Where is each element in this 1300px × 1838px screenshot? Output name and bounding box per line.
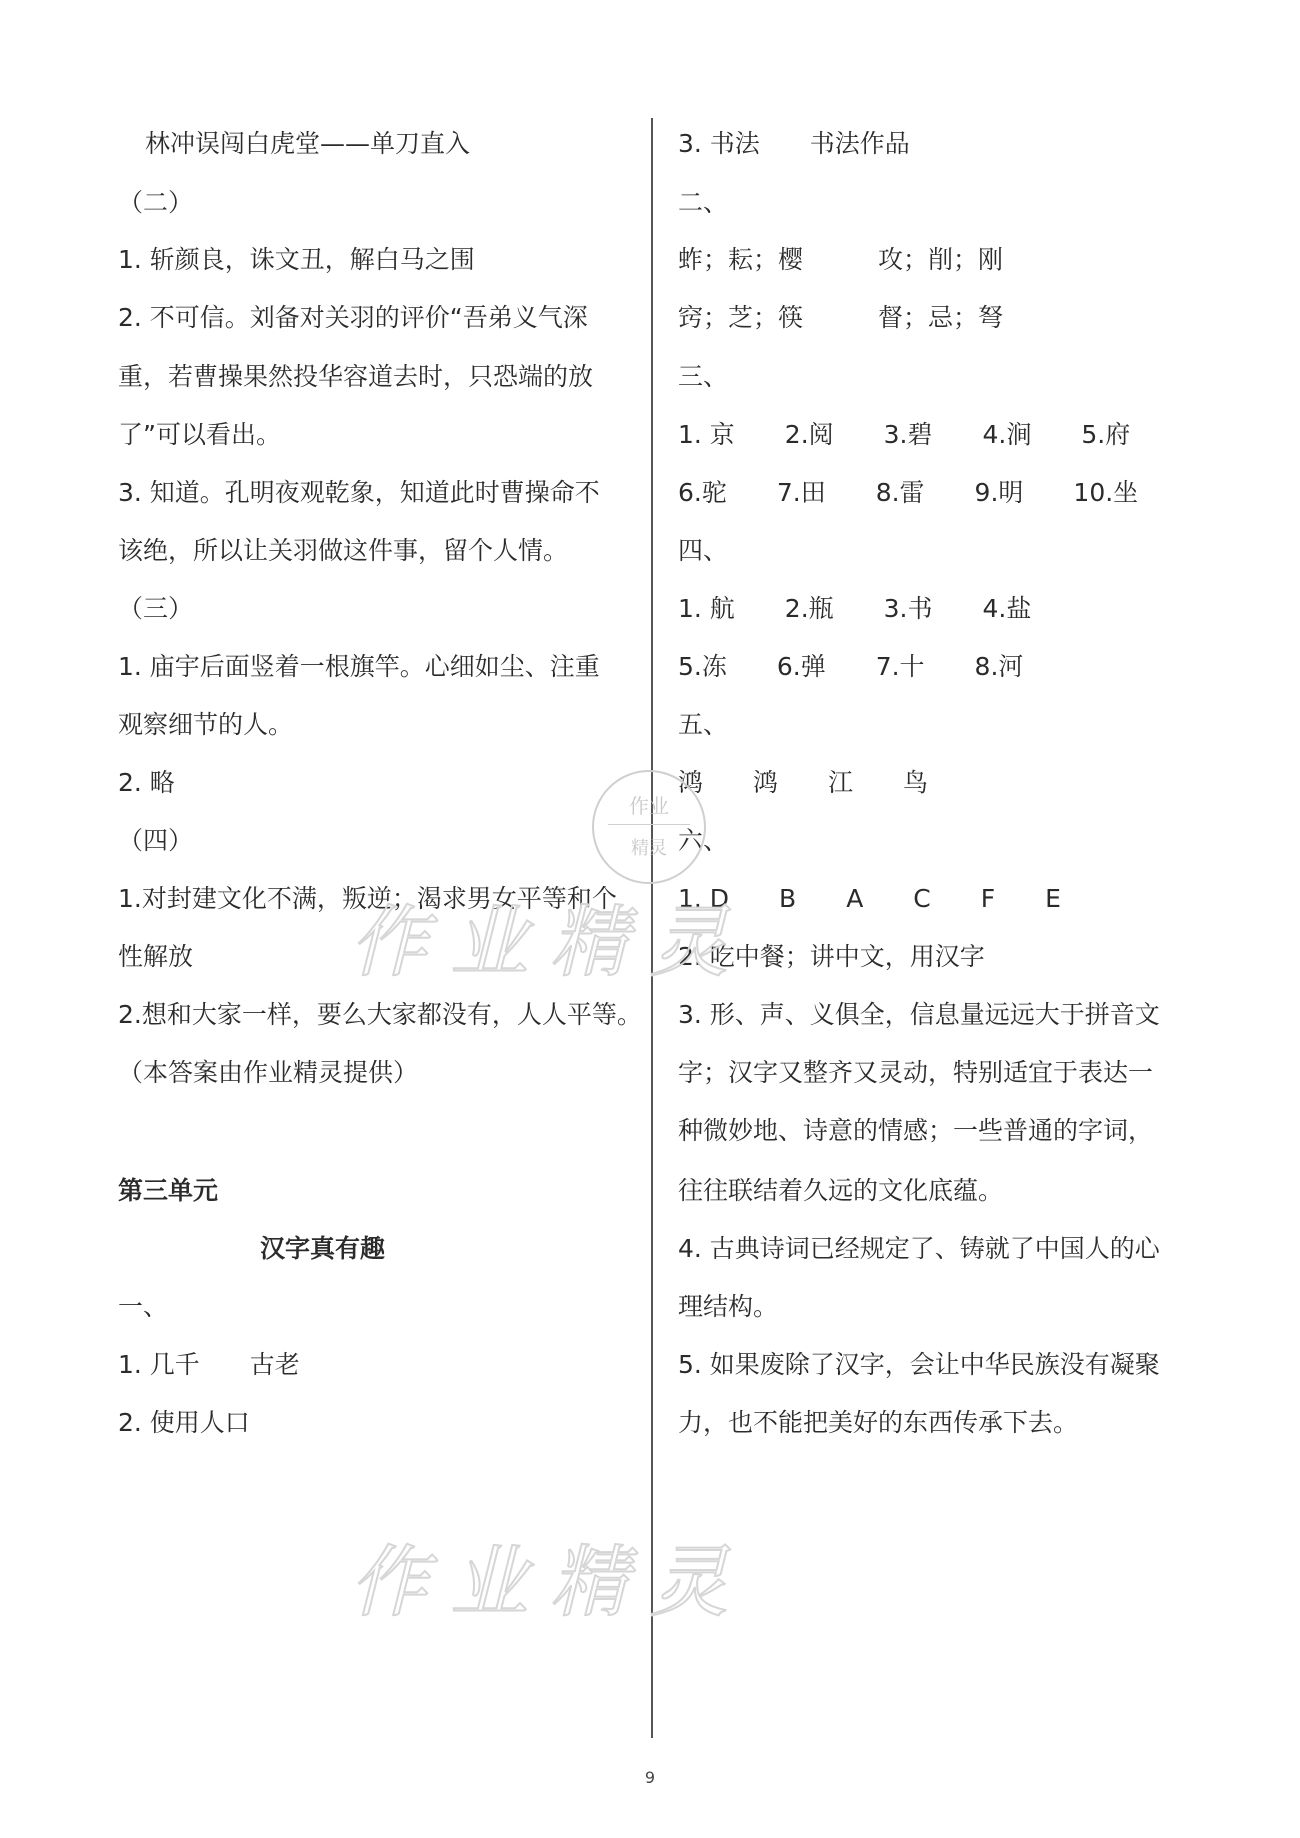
text-line: 1. 航 2.瓶 3.书 4.盐 bbox=[678, 594, 1032, 623]
section-heading: （三） bbox=[118, 594, 194, 623]
section-heading: 五、 bbox=[678, 710, 729, 739]
text-line: 2. 不可信。刘备对关羽的评价“吾弟义气深 bbox=[118, 303, 588, 332]
text-line: 鸿 鸿 江 鸟 bbox=[678, 768, 929, 797]
section-heading: 四、 bbox=[678, 536, 729, 565]
text-line: （本答案由作业精灵提供） bbox=[118, 1058, 419, 1087]
page-number: 9 bbox=[644, 1768, 656, 1787]
text-line: 重，若曹操果然投华容道去时，只恐端的放 bbox=[118, 362, 594, 391]
text-line: 1. D B A C F E bbox=[678, 884, 1061, 913]
text-line: 林冲误闯白虎堂——单刀直入 bbox=[145, 129, 471, 158]
section-heading: 一、 bbox=[118, 1292, 169, 1321]
text-line: 1.对封建文化不满，叛逆；渴求男女平等和个 bbox=[118, 884, 617, 913]
section-heading: 三、 bbox=[678, 362, 729, 391]
text-line: 1. 庙宇后面竖着一根旗竿。心细如尘、注重 bbox=[118, 652, 600, 681]
section-heading: 六、 bbox=[678, 826, 729, 855]
text-line: 了”可以看出。 bbox=[118, 420, 281, 449]
section-heading: （二） bbox=[118, 188, 194, 217]
unit-heading: 第三单元 bbox=[118, 1176, 219, 1205]
text-line: 1. 京 2.阅 3.碧 4.涧 5.府 bbox=[678, 420, 1131, 449]
text-line: 3. 形、声、义俱全，信息量远远大于拼音文 bbox=[678, 1000, 1160, 1029]
text-line: 字；汉字又整齐又灵动，特别适宜于表达一 bbox=[678, 1058, 1154, 1087]
text-line: 3. 知道。孔明夜观乾象，知道此时曹操命不 bbox=[118, 478, 600, 507]
text-line: 5.冻 6.弹 7.十 8.河 bbox=[678, 652, 1024, 681]
watermark: 作业精灵 bbox=[350, 898, 751, 988]
seal-divider bbox=[608, 824, 690, 825]
text-line: 2. 使用人口 bbox=[118, 1408, 250, 1437]
text-line: 1. 几千 古老 bbox=[118, 1350, 300, 1379]
section-heading: 二、 bbox=[678, 188, 729, 217]
text-line: 往往联结着久远的文化底蕴。 bbox=[678, 1176, 1004, 1205]
watermark: 作业精灵 bbox=[350, 1538, 751, 1628]
text-line: 种微妙地、诗意的情感；一些普通的字词， bbox=[678, 1116, 1154, 1145]
text-line: 性解放 bbox=[118, 942, 194, 971]
section-heading: （四） bbox=[118, 826, 194, 855]
text-line: 6.驼 7.田 8.雷 9.明 10.坐 bbox=[678, 478, 1139, 507]
text-line: 2.想和大家一样，要么大家都没有，人人平等。 bbox=[118, 1000, 642, 1029]
seal-text-bottom: 精灵 bbox=[631, 838, 667, 859]
watermark-seal bbox=[592, 770, 706, 884]
text-line: 理结构。 bbox=[678, 1292, 779, 1321]
text-line: 2. 略 bbox=[118, 768, 175, 797]
text-line: 蚱；耘；樱 攻；削；刚 bbox=[678, 245, 1004, 274]
text-line: 该绝，所以让关羽做这件事，留个人情。 bbox=[118, 536, 569, 565]
text-line: 2. 吃中餐；讲中文，用汉字 bbox=[678, 942, 985, 971]
lesson-title: 汉字真有趣 bbox=[259, 1234, 385, 1263]
text-line: 4. 古典诗词已经规定了、铸就了中国人的心 bbox=[678, 1234, 1160, 1263]
text-line: 3. 书法 书法作品 bbox=[678, 129, 910, 158]
text-line: 力，也不能把美好的东西传承下去。 bbox=[678, 1408, 1079, 1437]
text-line: 观察细节的人。 bbox=[118, 710, 294, 739]
text-line: 1. 斩颜良，诛文丑，解白马之围 bbox=[118, 245, 475, 274]
text-line: 窍；芝；筷 督；忌；弩 bbox=[678, 303, 1004, 332]
seal-text-top: 作业 bbox=[629, 794, 669, 818]
text-line: 5. 如果废除了汉字，会让中华民族没有凝聚 bbox=[678, 1350, 1160, 1379]
